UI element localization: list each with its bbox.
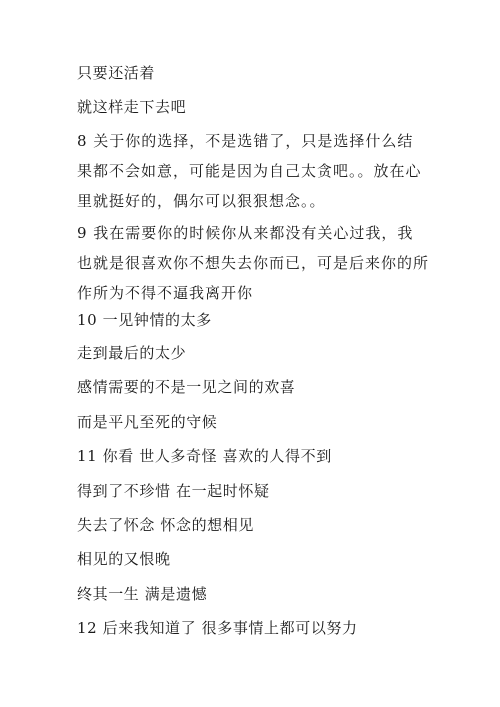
text-line: 只要还活着	[77, 64, 156, 82]
text-line: 而是平凡至死的守候	[77, 413, 218, 431]
text-line: 相见的又恨晚	[77, 550, 171, 568]
text-line: 走到最后的太少	[77, 344, 187, 362]
text-line: 终其一生 满是遗憾	[77, 585, 208, 603]
text-line: 11 你看 世人多奇怪 喜欢的人得不到	[77, 447, 332, 465]
text-line: 感情需要的不是一见之间的欢喜	[77, 378, 296, 396]
text-line: 就这样走下去吧	[77, 98, 187, 116]
paragraph-8: 8 关于你的选择，不是选错了，只是选择什么结果都不会如意，可能是因为自己太贪吧。。放在心里就挺好的，偶尔可以狠狠想念。。	[77, 132, 422, 210]
text-line: 12 后来我知道了 很多事情上都可以努力	[77, 619, 358, 637]
text-line: 得到了不珍惜 在一起时怀疑	[77, 482, 270, 500]
paragraph-9: 9 我在需要你的时候你从来都没有关心过我，我也就是很喜欢你不想失去你而已，可是后来你的所作所为不得不逼我离开你	[77, 224, 430, 302]
text-line: 10 一见钟情的太多	[77, 311, 212, 329]
text-line: 失去了怀念 怀念的想相见	[77, 516, 254, 534]
